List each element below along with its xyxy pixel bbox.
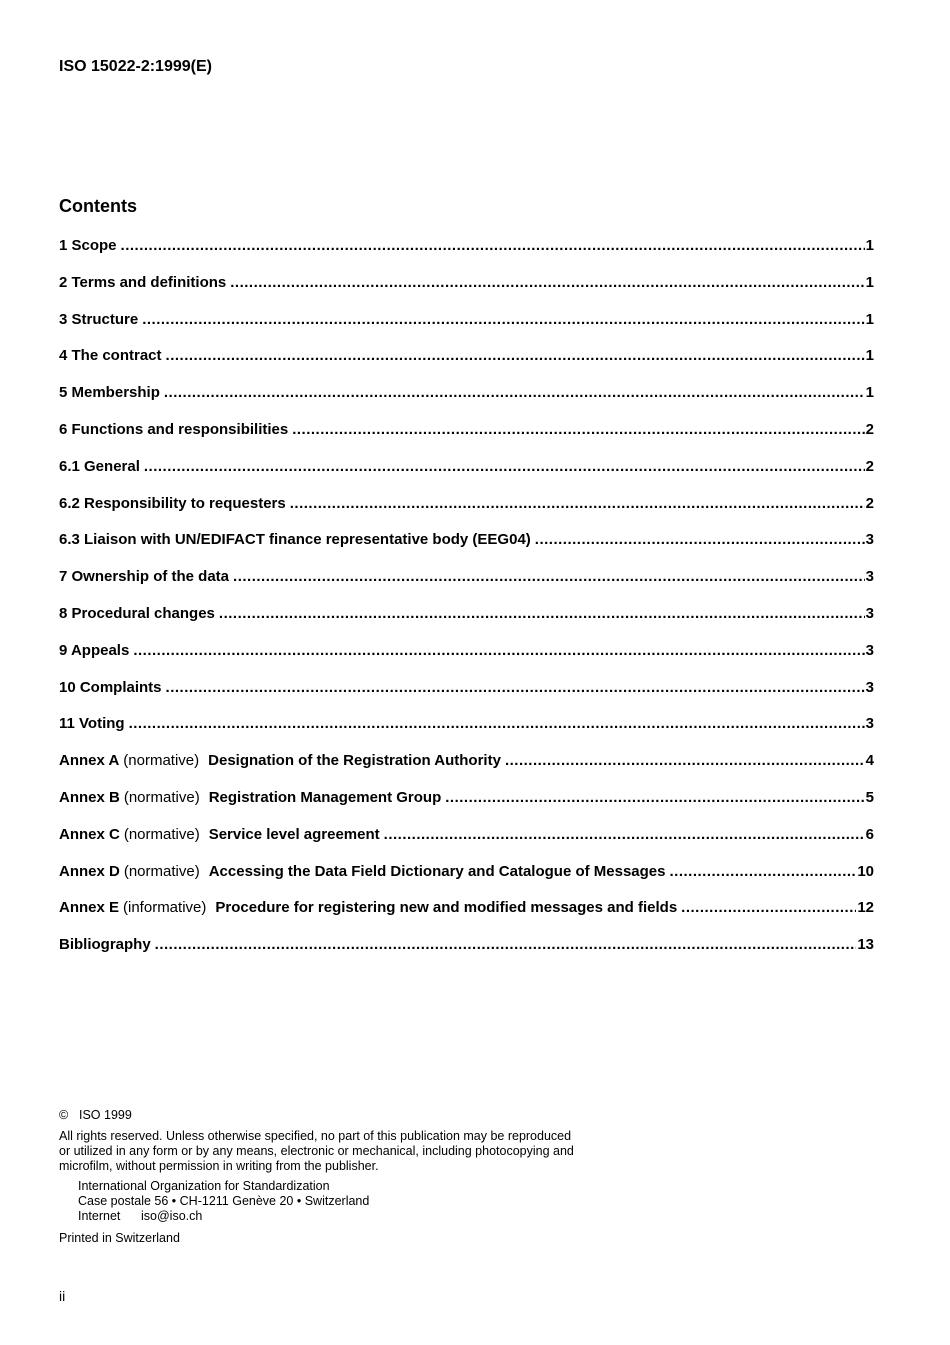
toc-entry-label: 1 Scope <box>59 237 117 254</box>
toc-entry-general[interactable] <box>59 458 874 495</box>
dot-leader <box>535 531 865 548</box>
annex-name: Annex D <box>59 862 120 880</box>
annex-kind: (normative) <box>123 862 200 880</box>
annex-title: Designation of the Registration Authority <box>208 752 501 770</box>
toc-entry-label: Bibliography <box>59 936 151 954</box>
annex-name: Annex B <box>59 788 120 806</box>
contents-heading: Contents <box>59 196 137 216</box>
page-number: ii <box>59 1288 66 1304</box>
annex-name: Annex C <box>59 825 120 843</box>
dot-leader <box>133 642 864 659</box>
toc-entry-page: 3 <box>865 641 874 659</box>
annex-title: Accessing the Data Field Dictionary and Catalogue of Messages <box>208 862 666 880</box>
annex-kind: (informative) <box>123 899 207 917</box>
dot-leader <box>384 826 865 843</box>
toc-entry-label: 4 The contract <box>59 347 162 365</box>
toc-entry-annex-a[interactable] <box>59 752 874 789</box>
dot-leader <box>219 605 865 622</box>
rights-statement <box>59 1129 619 1174</box>
toc-entry-membership[interactable] <box>59 384 874 421</box>
copyright-year: ISO 1999 <box>79 1108 132 1122</box>
toc-entry-label: 6 Functions and responsibilities <box>59 420 289 438</box>
toc-entry-functions[interactable] <box>59 421 874 458</box>
dot-leader <box>121 237 865 254</box>
toc-entry-label <box>59 752 501 769</box>
dot-leader <box>129 715 865 732</box>
toc-entry-page: 13 <box>857 936 874 954</box>
document-id: ISO 15022-2:1999(E) <box>59 58 212 75</box>
toc-entry-page: 6 <box>865 825 874 843</box>
toc-entry-label: 6.3 Liaison with UN/EDIFACT finance representative body (EEG04) <box>59 531 531 549</box>
rights-line: microfilm, without permission in writing from the publisher. <box>59 1159 379 1173</box>
toc-entry-appeals[interactable] <box>59 642 874 679</box>
dot-leader <box>166 679 865 696</box>
toc-entry-page: 3 <box>865 568 874 586</box>
copyright-line <box>59 1108 619 1123</box>
toc-entry-annex-e[interactable] <box>59 899 874 936</box>
dot-leader <box>445 789 864 806</box>
toc-entry-page: 2 <box>865 494 874 512</box>
toc-entry-label <box>59 789 441 806</box>
toc-entry-label: 9 Appeals <box>59 641 130 659</box>
toc-entry-label <box>59 899 677 916</box>
toc-entry-ownership[interactable] <box>59 568 874 605</box>
toc-entry-page: 12 <box>857 899 874 917</box>
toc-entry-page: 3 <box>865 604 874 622</box>
toc-entry-page: 4 <box>865 752 874 770</box>
toc-entry-label: 6.2 Responsibility to requesters <box>59 494 286 512</box>
toc-entry-voting[interactable] <box>59 715 874 752</box>
dot-leader <box>155 936 857 953</box>
toc-entry-page: 1 <box>865 273 874 291</box>
dot-leader <box>142 311 864 328</box>
toc-entry-label: 11 Voting <box>59 715 125 733</box>
toc-entry-page: 3 <box>865 678 874 696</box>
dot-leader <box>233 568 865 585</box>
toc-entry-label: 8 Procedural changes <box>59 604 215 622</box>
toc-entry-label: 6.1 General <box>59 457 140 475</box>
toc-entry-annex-c[interactable] <box>59 826 874 863</box>
toc-entry-procedural[interactable] <box>59 605 874 642</box>
toc-entry-label <box>59 863 666 880</box>
dot-leader <box>144 458 865 475</box>
toc-entry-label: 5 Membership <box>59 384 160 402</box>
copyright-block <box>59 1108 619 1246</box>
toc-entry-label <box>59 826 380 843</box>
toc-entry-annex-d[interactable] <box>59 863 874 900</box>
annex-title: Procedure for registering new and modified messages and fields <box>215 899 678 917</box>
internet-label: Internet <box>78 1209 121 1223</box>
toc-entry-bibliography[interactable] <box>59 936 874 973</box>
toc-entry-page: 3 <box>865 531 874 549</box>
toc-entry-page: 1 <box>865 384 874 402</box>
toc-entry-page: 10 <box>857 862 874 880</box>
organization-address <box>78 1179 619 1224</box>
copyright-symbol: © <box>59 1108 69 1122</box>
toc-entry-page: 3 <box>865 715 874 733</box>
toc-entry-liaison[interactable] <box>59 531 874 568</box>
toc-entry-complaints[interactable] <box>59 679 874 716</box>
toc-entry-page: 5 <box>865 788 874 806</box>
annex-title: Service level agreement <box>208 825 380 843</box>
annex-kind: (normative) <box>123 825 200 843</box>
toc-entry-page: 1 <box>865 237 874 254</box>
org-internet <box>78 1209 619 1224</box>
toc-entry-annex-b[interactable] <box>59 789 874 826</box>
dot-leader <box>166 347 865 364</box>
annex-kind: (normative) <box>123 752 200 770</box>
toc-entry-page: 1 <box>865 347 874 365</box>
toc-entry-scope[interactable] <box>59 237 874 274</box>
annex-title: Registration Management Group <box>208 788 442 806</box>
toc-entry-terms[interactable] <box>59 274 874 311</box>
toc-entry-label: 2 Terms and definitions <box>59 273 227 291</box>
toc-entry-page: 2 <box>865 420 874 438</box>
org-name: International Organization for Standardization <box>78 1179 330 1193</box>
annex-name: Annex E <box>59 899 120 917</box>
internet-email[interactable]: iso@iso.ch <box>141 1209 203 1223</box>
toc-entry-label: 7 Ownership of the data <box>59 568 230 586</box>
dot-leader <box>230 274 864 291</box>
toc-entry-label: 10 Complaints <box>59 678 162 696</box>
annex-kind: (normative) <box>123 788 200 806</box>
printed-in: Printed in Switzerland <box>59 1231 180 1245</box>
table-of-contents <box>59 237 874 973</box>
dot-leader <box>505 752 865 769</box>
toc-entry-structure[interactable] <box>59 311 874 348</box>
dot-leader <box>164 384 865 401</box>
toc-entry-contract[interactable] <box>59 347 874 384</box>
dot-leader <box>292 421 864 438</box>
rights-line: All rights reserved. Unless otherwise specified, no part of this publication may be reproduced <box>59 1129 572 1143</box>
dot-leader <box>670 863 857 880</box>
rights-line: or utilized in any form or by any means, electronic or mechanical, including photocopying and <box>59 1144 574 1158</box>
toc-entry-label: 3 Structure <box>59 310 139 328</box>
toc-entry-page: 1 <box>865 310 874 328</box>
dot-leader <box>290 495 865 512</box>
org-postal-address: Case postale 56 • CH-1211 Genève 20 • Switzerland <box>78 1194 370 1208</box>
toc-entry-page: 2 <box>865 457 874 475</box>
dot-leader <box>681 899 856 916</box>
toc-entry-requesters[interactable] <box>59 495 874 532</box>
annex-name: Annex A <box>59 752 120 770</box>
